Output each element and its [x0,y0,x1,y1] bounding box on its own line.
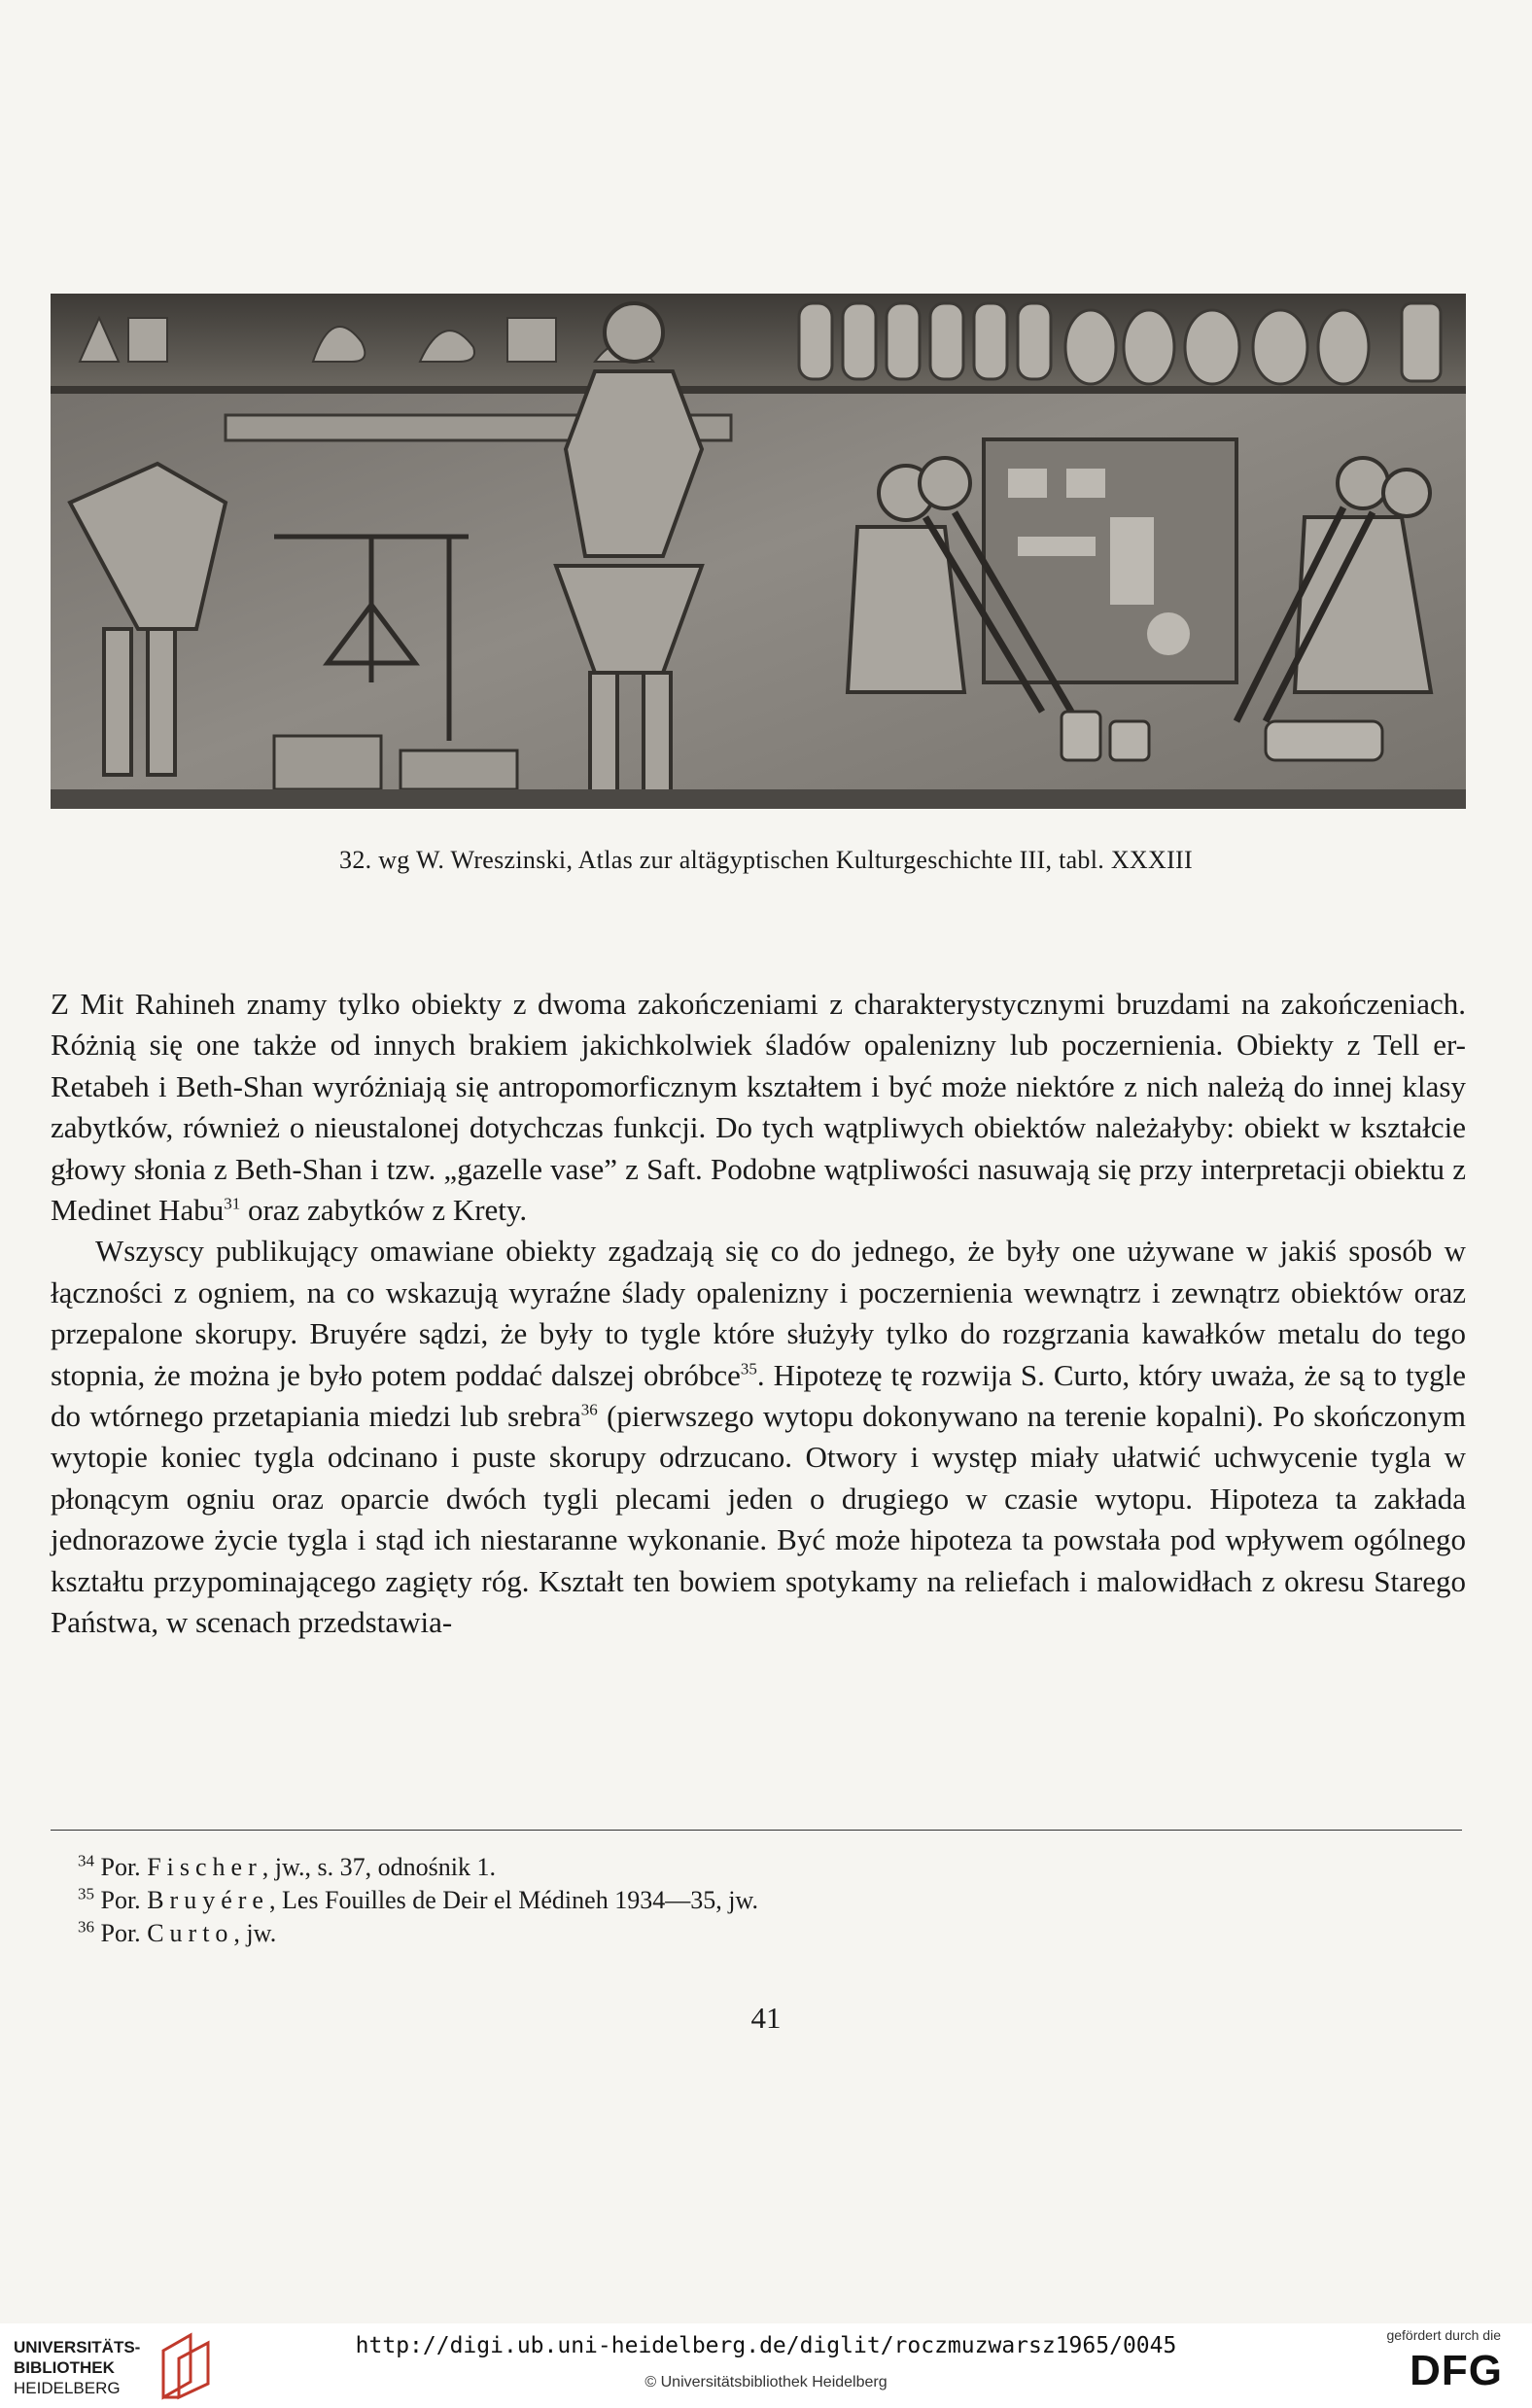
footnote-text: , jw., s. 37, odnośnik 1. [261,1853,497,1881]
footnote-text: , Les Fouilles de Deir el Médineh 1934—35, jw. [268,1886,759,1914]
permalink-url[interactable]: http://digi.ub.uni-heidelberg.de/diglit/roczmuzwarsz1965/0045 [355,2333,1177,2358]
library-name-line-2: BIBLIOTHEK [14,2358,115,2377]
figure-caption: 32. wg W. Wreszinski, Atlas zur altägyptischen Kulturgeschichte III, tabl. XXXIII [339,846,1193,874]
dfg-logo[interactable]: DFG [1410,2347,1503,2394]
footnote-author: Fischer [147,1853,262,1881]
footnote-prefix: Por. [100,1919,148,1947]
footnote-author: Curto [147,1919,234,1947]
footnote-prefix: Por. [100,1853,148,1881]
footnote-ref-36: 36 [580,1400,598,1419]
paragraph-1-text-b: oraz zabytków z Krety. [240,1193,528,1228]
page-number: 41 [750,2001,782,2035]
funding-note: gefördert durch die [1386,2327,1501,2343]
relief-photograph [51,294,1466,809]
footnotes [78,1851,1439,1950]
library-name-line-3: HEIDELBERG [14,2379,121,2397]
footnote-34 [78,1851,1439,1884]
footnote-divider [51,1830,1462,1831]
footnote-text: , jw. [233,1919,277,1947]
footnote-prefix: Por. [100,1886,148,1914]
library-name-line-1: UNIVERSITÄTS- [14,2338,141,2356]
footnote-36 [78,1917,1439,1950]
footnote-ref-31: 31 [224,1194,241,1213]
paragraph-2-text-a: Wszyscy publikujący omawiane obiekty zgadzają się co do jednego, że były one używane w jakiś sposób w łączności z ogniem, na co wskazują wyraźne ślady opalenizny i poczernienia wewnątrz i zewnątrz obiektów oraz przepalone skorupy. Bruyére sądzi, że były to tygle które służyły tylko do rozgrzania kawałków metalu do tego stopnia, że można je było potem poddać dalszej obróbce [51,1234,1466,1392]
paragraph-2-text-b: . Hipotezę tę rozwija S. Curto, który uważa, że są to tygle do wtórnego przetapiania miedzi lub srebra [51,1357,1466,1434]
footnote-number: 34 [78,1851,94,1870]
footnote-35 [78,1884,1439,1917]
body-text [51,984,1466,1644]
paragraph-1-text-a: Z Mit Rahineh znamy tylko obiekty z dwoma zakończeniami z charakterystycznymi bruzdami na zakończeniach. Różnią się one także od innych brakiem jakichkolwiek śladów opalenizny lub poczernienia. Obiekty z Tell er-Retabeh i Beth-Shan wyróżniają się antropomorficznym kształtem i być może niektóre z nich należą do innej klasy zabytków, również o nieustalonej dotychczas funkcji. Do tych wątpliwych obiektów należałyby: obiekt w kształcie głowy słonia z Beth-Shan i tzw. „gazelle vase” z Saft. Podobne wątpliwości nasuwają się przy interpretacji obiektu z Medinet Habu [51,987,1466,1228]
digitization-footer [0,2323,1532,2408]
footnote-number: 36 [78,1917,94,1937]
footnote-ref-35: 35 [740,1359,757,1378]
footnote-author: Bruyére [147,1886,269,1914]
paragraph-1 [51,984,1466,1231]
paragraph-2-text-c: (pierwszego wytopu dokonywano na terenie kopalni). Po skończonym wytopie koniec tygla odcinano i puste skorupy odrzucano. Otwory i występ miały ułatwić uchwycenie tygla w płonącym ogniu oraz oparcie dwóch tygli plecami jeden o drugiego w czasie wytopu. Hipoteza ta zakłada jednorazowe życie tygla i stąd ich niestaranne wykonanie. Być może hipoteza ta powstała pod wpływem ogólnego kształtu przypominającego zagięty róg. Kształt ten bowiem spotykamy na reliefach i malowidłach z okresu Starego Państwa, w scenach przedstawia- [51,1399,1466,1640]
copyright-notice: © Universitätsbibliothek Heidelberg [644,2374,888,2391]
relief-figure [51,294,1466,809]
paragraph-2 [51,1231,1466,1643]
footnote-number: 35 [78,1884,94,1903]
